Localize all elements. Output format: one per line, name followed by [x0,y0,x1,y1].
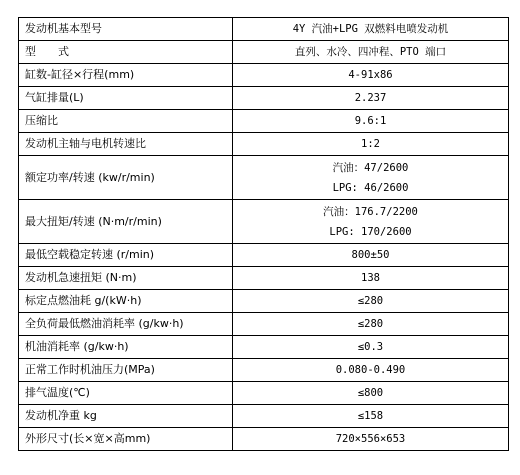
spec-value-cell [233,41,509,64]
table-row [19,110,509,133]
spec-label: 压缩比 [19,110,233,133]
spec-value-cell [233,87,509,110]
spec-value-cell [233,428,509,451]
spec-value: 138 [361,272,380,284]
spec-value: LPG: 46/2600 [332,181,409,194]
spec-table-body [19,18,509,451]
table-row [19,41,509,64]
table-row [19,405,509,428]
spec-label: 发动机急速扭矩 (N·m) [19,267,233,290]
spec-label: 缸数-缸径×行程(mm) [19,64,233,87]
spec-value: 2.237 [354,92,387,104]
spec-label: 机油消耗率 (g/kw·h) [19,336,233,359]
spec-label: 额定功率/转速 (kw/r/min) [19,156,233,200]
spec-value-cell [233,156,509,200]
spec-label: 发动机净重 kg [19,405,233,428]
table-row [19,18,509,41]
table-row [19,290,509,313]
spec-value-cell [233,336,509,359]
spec-value-cell [233,267,509,290]
spec-label: 标定点燃油耗 g/(kW·h) [19,290,233,313]
engine-spec-table [18,17,509,451]
spec-value-cell [233,64,509,87]
spec-label: 全负荷最低燃油消耗率 (g/kw·h) [19,313,233,336]
spec-value-cell [233,382,509,405]
spec-label: 排气温度(℃) [19,382,233,405]
spec-value: 800±50 [351,249,390,261]
table-row [19,428,509,451]
spec-value: 1:2 [361,138,380,150]
spec-value: 4Y 汽油+LPG 双燃料电喷发动机 [292,23,449,35]
spec-label: 气缸排量(L) [19,87,233,110]
spec-value-cell [233,18,509,41]
spec-value-cell [233,244,509,267]
spec-value: 汽油：47/2600 [332,161,409,174]
table-row [19,313,509,336]
spec-value: ≤0.3 [357,341,384,353]
spec-value: 直列、水冷、四冲程、PTO 端口 [294,46,447,58]
spec-label: 外形尺寸(长×宽×高mm) [19,428,233,451]
spec-value: LPG: 170/2600 [329,225,412,238]
table-row [19,156,509,200]
spec-value: 汽油：176.7/2200 [323,205,418,218]
spec-value-cell [233,133,509,156]
table-row [19,336,509,359]
table-row [19,87,509,110]
table-row [19,359,509,382]
spec-value-cell [233,290,509,313]
spec-label: 发动机主轴与电机转速比 [19,133,233,156]
spec-value: ≤280 [357,295,384,307]
spec-value-cell [233,359,509,382]
spec-label: 发动机基本型号 [19,18,233,41]
spec-label: 正常工作时机油压力(MPa) [19,359,233,382]
spec-value: 0.080-0.490 [335,364,406,376]
table-row [19,133,509,156]
spec-value-cell [233,313,509,336]
spec-value: 4-91x86 [348,69,393,81]
table-row [19,267,509,290]
table-row [19,200,509,244]
spec-label: 最低空载稳定转速 (r/min) [19,244,233,267]
spec-value-cell [233,405,509,428]
spec-label: 型 式 [19,41,233,64]
table-row [19,244,509,267]
spec-value: ≤158 [357,410,384,422]
spec-value-cell [233,200,509,244]
table-row [19,382,509,405]
spec-value-cell [233,110,509,133]
spec-value: ≤800 [357,387,384,399]
spec-label: 最大扭矩/转速 (N·m/r/min) [19,200,233,244]
spec-value: 720×556×653 [335,433,406,445]
spec-value: ≤280 [357,318,384,330]
table-row [19,64,509,87]
spec-value: 9.6:1 [354,115,387,127]
